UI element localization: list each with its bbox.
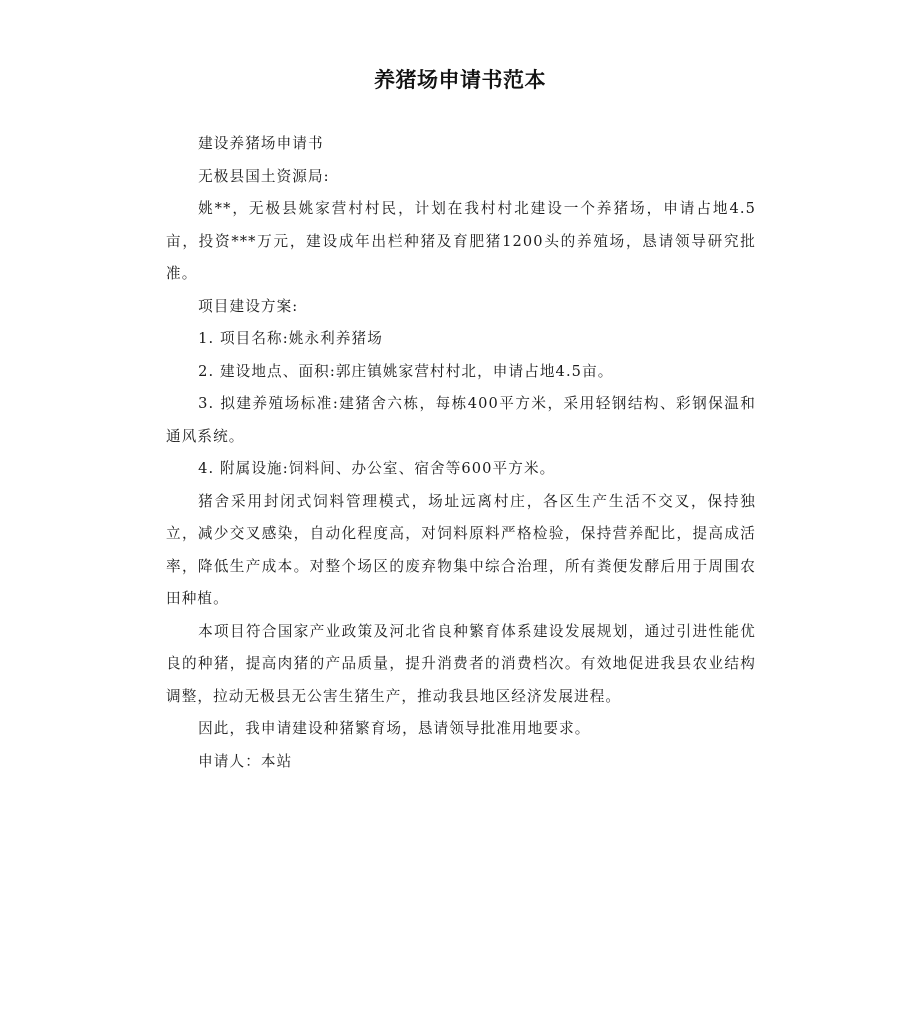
request-paragraph: 姚**，无极县姚家营村村民，计划在我村村北建设一个养猪场，申请占地4.5亩，投资***万元，建设成年出栏种猪及育肥猪1200头的养殖场，恳请领导研究批准。: [166, 200, 756, 282]
plan-item-2: 2. 建设地点、面积:郭庄镇姚家营村村北，申请占地4.5亩。: [198, 362, 614, 380]
heading-paragraph: 建设养猪场申请书: [198, 135, 324, 152]
document-title: 养猪场申请书范本: [374, 68, 546, 92]
plan-heading-paragraph: 项目建设方案:: [198, 297, 299, 315]
applicant-paragraph: 申请人：本站: [198, 752, 293, 770]
policy-paragraph: 本项目符合国家产业政策及河北省良种繁育体系建设发展规划，通过引进性能优良的种猪，提高肉猪的产品质量，提升消费者的消费档次。有效地促进我县农业结构调整，拉动无极县无公害生猪生产，推动我县地区经济发展进程。: [166, 622, 756, 705]
plan-item-3: 3. 拟建养殖场标准:建猪舍六栋，每栋400平方米，采用轻钢结构、彩钢保温和通风系统。: [166, 395, 756, 445]
addressee-paragraph: 无极县国土资源局:: [198, 167, 330, 185]
plan-item-1: 1. 项目名称:姚永利养猪场: [198, 330, 383, 347]
document-body: [166, 128, 756, 778]
plan-item-4: 4. 附属设施:饲料间、办公室、宿舍等600平方米。: [198, 460, 556, 477]
conclusion-paragraph: 因此，我申请建设种猪繁育场，恳请领导批准用地要求。: [198, 720, 591, 737]
management-paragraph: 猪舍采用封闭式饲料管理模式，场址远离村庄，各区生产生活不交叉，保持独立，减少交叉感染，自动化程度高，对饲料原料严格检验，保持营养配比，提高成活率，降低生产成本。对整个场区的废弃物集中综合治理，所有粪便发酵后用于周围农田种植。: [166, 492, 756, 607]
